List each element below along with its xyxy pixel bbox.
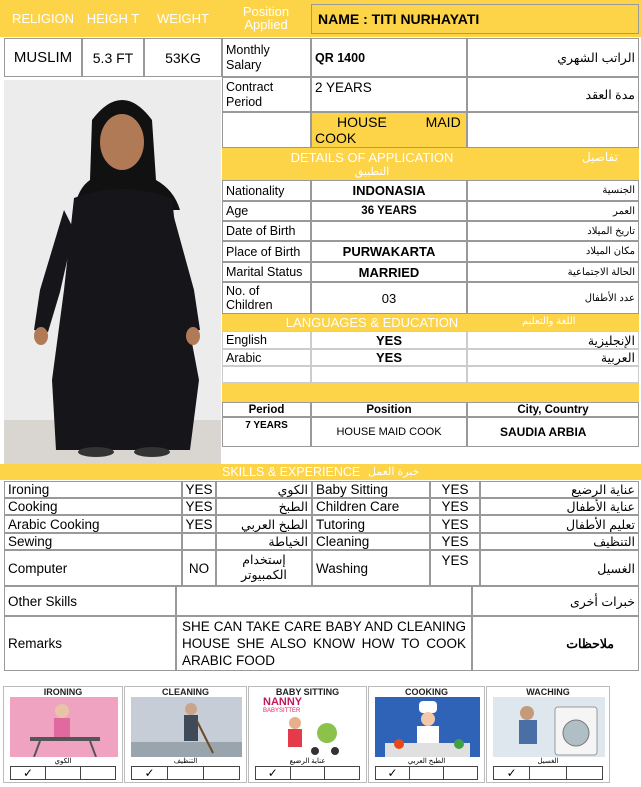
skills-title: SKILLS & EXPERIENCE: [222, 465, 361, 479]
age-value: 36 YEARS: [311, 201, 467, 221]
cleaning-icon: [131, 697, 242, 757]
skill-childcare-value: YES: [430, 498, 480, 515]
skills-header: [0, 464, 641, 480]
card-ironing-checkbox: [10, 766, 116, 780]
card-washing: [486, 686, 610, 783]
card-babysitting-title: BABY SITTING: [275, 687, 340, 697]
skill-ironing-ar: الكوي: [216, 481, 312, 498]
card-cooking-checkbox: [375, 766, 478, 780]
card-cleaning-check: ✓: [132, 767, 168, 779]
skill-sewing-label: Sewing: [4, 533, 182, 550]
arabic-value: YES: [311, 349, 467, 366]
card-babysitting-check: ✓: [256, 767, 291, 779]
details-title: DETAILS OF APPLICATION: [290, 150, 454, 165]
city-header: City, Country: [467, 402, 639, 417]
children-value: 03: [311, 282, 467, 314]
languages-title-ar: اللغة والتعليم: [522, 316, 576, 327]
other-skills-label: Other Skills: [4, 586, 176, 616]
details-title-ar1: تفاصيل: [582, 150, 618, 164]
remarks-value: SHE CAN TAKE CARE BABY AND CLEANING HOUSE SHE ALSO KNOW HOW TO COOK ARABIC FOOD: [176, 616, 472, 671]
other-skills-ar: خبرات أخرى: [472, 586, 639, 616]
contract-label: Contract Period: [222, 77, 311, 112]
position-header: Position: [311, 402, 467, 417]
skill-tutoring-value: YES: [430, 515, 480, 533]
religion-header: RELIGION: [11, 10, 75, 26]
remarks-ar: ملاحظات: [472, 616, 639, 671]
name-value: TITI NURHAYATI: [371, 11, 480, 27]
washing-icon: [493, 697, 605, 757]
english-ar: الإنجليزية: [467, 331, 639, 349]
dob-label: Date of Birth: [222, 221, 311, 241]
skill-cleaning-value: YES: [430, 533, 480, 550]
card-ironing-caption: الكوي: [54, 758, 72, 765]
position-exp-value: HOUSE MAID COOK: [311, 417, 467, 447]
card-cleaning: [124, 686, 247, 783]
card-babysitting-checkbox: [255, 766, 360, 780]
nanny-logo: NANNY: [263, 696, 303, 708]
religion-value: MUSLIM: [4, 38, 82, 77]
position-line1: HOUSE MAID: [337, 114, 461, 130]
lang-blank-1: [222, 366, 311, 383]
skill-tutoring-ar: تعليم الأطفال: [480, 515, 639, 533]
skill-washing-label: Washing: [312, 550, 430, 586]
children-ar: عدد الأطفال: [467, 282, 639, 314]
position-ar-blank: [467, 112, 639, 148]
skill-computer-ar: إستخدام الكمبيوتر: [216, 550, 312, 586]
skill-ironing-label: Ironing: [4, 481, 182, 498]
name-label: NAME :: [318, 11, 368, 27]
card-cleaning-title: CLEANING: [162, 687, 209, 697]
skill-cooking-value: YES: [182, 498, 216, 515]
applicant-photo: [4, 80, 221, 464]
skill-sewing-value: [182, 533, 216, 550]
dob-ar: تاريخ الميلاد: [467, 221, 639, 241]
cooking-icon: [375, 697, 480, 757]
english-value: YES: [311, 331, 467, 349]
remarks-label: Remarks: [4, 616, 176, 671]
skill-babysitting-ar: عناية الرضيع: [480, 481, 639, 498]
card-cooking: [368, 686, 485, 783]
card-cleaning-checkbox: [131, 766, 240, 780]
skill-cooking-ar: الطبخ: [216, 498, 312, 515]
height-value: 5.3 FT: [82, 38, 144, 77]
other-skills-value: [176, 586, 472, 616]
position-line2: COOK: [315, 130, 357, 146]
skill-sewing-ar: الخياطة: [216, 533, 312, 550]
details-header: [222, 148, 639, 180]
card-ironing: [3, 686, 123, 783]
languages-header: [222, 314, 639, 331]
card-cooking-title: COOKING: [404, 687, 448, 697]
children-label: No. of Children: [222, 282, 311, 314]
skill-computer-value: NO: [182, 550, 216, 586]
salary-value: QR 1400: [311, 38, 467, 77]
nationality-label: Nationality: [222, 180, 311, 201]
card-washing-check: ✓: [494, 767, 530, 779]
height-header: HEIGH T: [86, 10, 140, 26]
skill-arabic-cooking-ar: الطبخ العربي: [216, 515, 312, 533]
pob-ar: مكان الميلاد: [467, 241, 639, 262]
card-washing-caption: الغسيل: [537, 758, 559, 765]
skill-washing-ar: الغسيل: [480, 550, 639, 586]
details-title-ar2: التطبيق: [354, 166, 390, 178]
card-cooking-caption: الطبخ العربي: [407, 758, 446, 765]
skill-cooking-label: Cooking: [4, 498, 182, 515]
position-value: [311, 112, 467, 148]
skill-babysitting-value: YES: [430, 481, 480, 498]
person-silhouette-icon: [4, 80, 221, 464]
pob-label: Place of Birth: [222, 241, 311, 262]
skills-title-ar: خبرة العمل: [368, 466, 420, 478]
age-label: Age: [222, 201, 311, 221]
ironing-icon: [10, 697, 118, 757]
skill-arabic-cooking-label: Arabic Cooking: [4, 515, 182, 533]
city-value: SAUDIA ARBIA: [467, 417, 639, 447]
salary-label: Monthly Salary: [222, 38, 311, 77]
salary-ar: الراتب الشهري: [467, 38, 639, 77]
marital-ar: الحالة الاجتماعية: [467, 262, 639, 282]
skill-arabic-cooking-value: YES: [182, 515, 216, 533]
period-value: 7 YEARS: [222, 417, 311, 447]
skill-babysitting-label: Baby Sitting: [312, 481, 430, 498]
contract-value: 2 YEARS: [311, 77, 467, 112]
nationality-value: INDONASIA: [311, 180, 467, 201]
weight-header: WEIGHT: [157, 10, 209, 26]
age-ar: العمر: [467, 201, 639, 221]
contract-ar: مدة العقد: [467, 77, 639, 112]
skill-computer-label: Computer: [4, 550, 182, 586]
skill-washing-value: YES: [430, 550, 480, 586]
nationality-ar: الجنسية: [467, 180, 639, 201]
arabic-label: Arabic: [222, 349, 311, 366]
english-label: English: [222, 331, 311, 349]
card-cooking-check: ✓: [376, 767, 410, 779]
marital-value: MARRIED: [311, 262, 467, 282]
marital-label: Marital Status: [222, 262, 311, 282]
skill-ironing-value: YES: [182, 481, 216, 498]
skill-cleaning-ar: التنظيف: [480, 533, 639, 550]
position-blank-cell: [222, 112, 311, 148]
lang-blank-3: [467, 366, 639, 383]
arabic-ar: العربية: [467, 349, 639, 366]
card-ironing-title: IRONING: [43, 687, 83, 697]
dob-value: [311, 221, 467, 241]
card-babysitting: [248, 686, 367, 783]
skill-tutoring-label: Tutoring: [312, 515, 430, 533]
languages-footer-band: [222, 383, 639, 402]
lang-blank-2: [311, 366, 467, 383]
card-washing-checkbox: [493, 766, 603, 780]
card-ironing-check: ✓: [11, 767, 46, 779]
skill-cleaning-label: Cleaning: [312, 533, 430, 550]
card-cleaning-caption: التنظيف: [173, 758, 198, 765]
card-babysitting-caption: عناية الرضيع: [289, 758, 326, 765]
pob-value: PURWAKARTA: [311, 241, 467, 262]
skill-childcare-label: Children Care: [312, 498, 430, 515]
skill-childcare-ar: عناية الأطفال: [480, 498, 639, 515]
weight-value: 53KG: [144, 38, 222, 77]
name-box: [311, 4, 639, 34]
babysitter-logo: BABYSITTER: [263, 708, 301, 714]
card-washing-title: WACHING: [526, 687, 570, 697]
position-applied-header: Position Applied: [242, 4, 290, 32]
period-header: Period: [222, 402, 311, 417]
languages-title: LANGUAGES & EDUCATION: [285, 315, 459, 330]
